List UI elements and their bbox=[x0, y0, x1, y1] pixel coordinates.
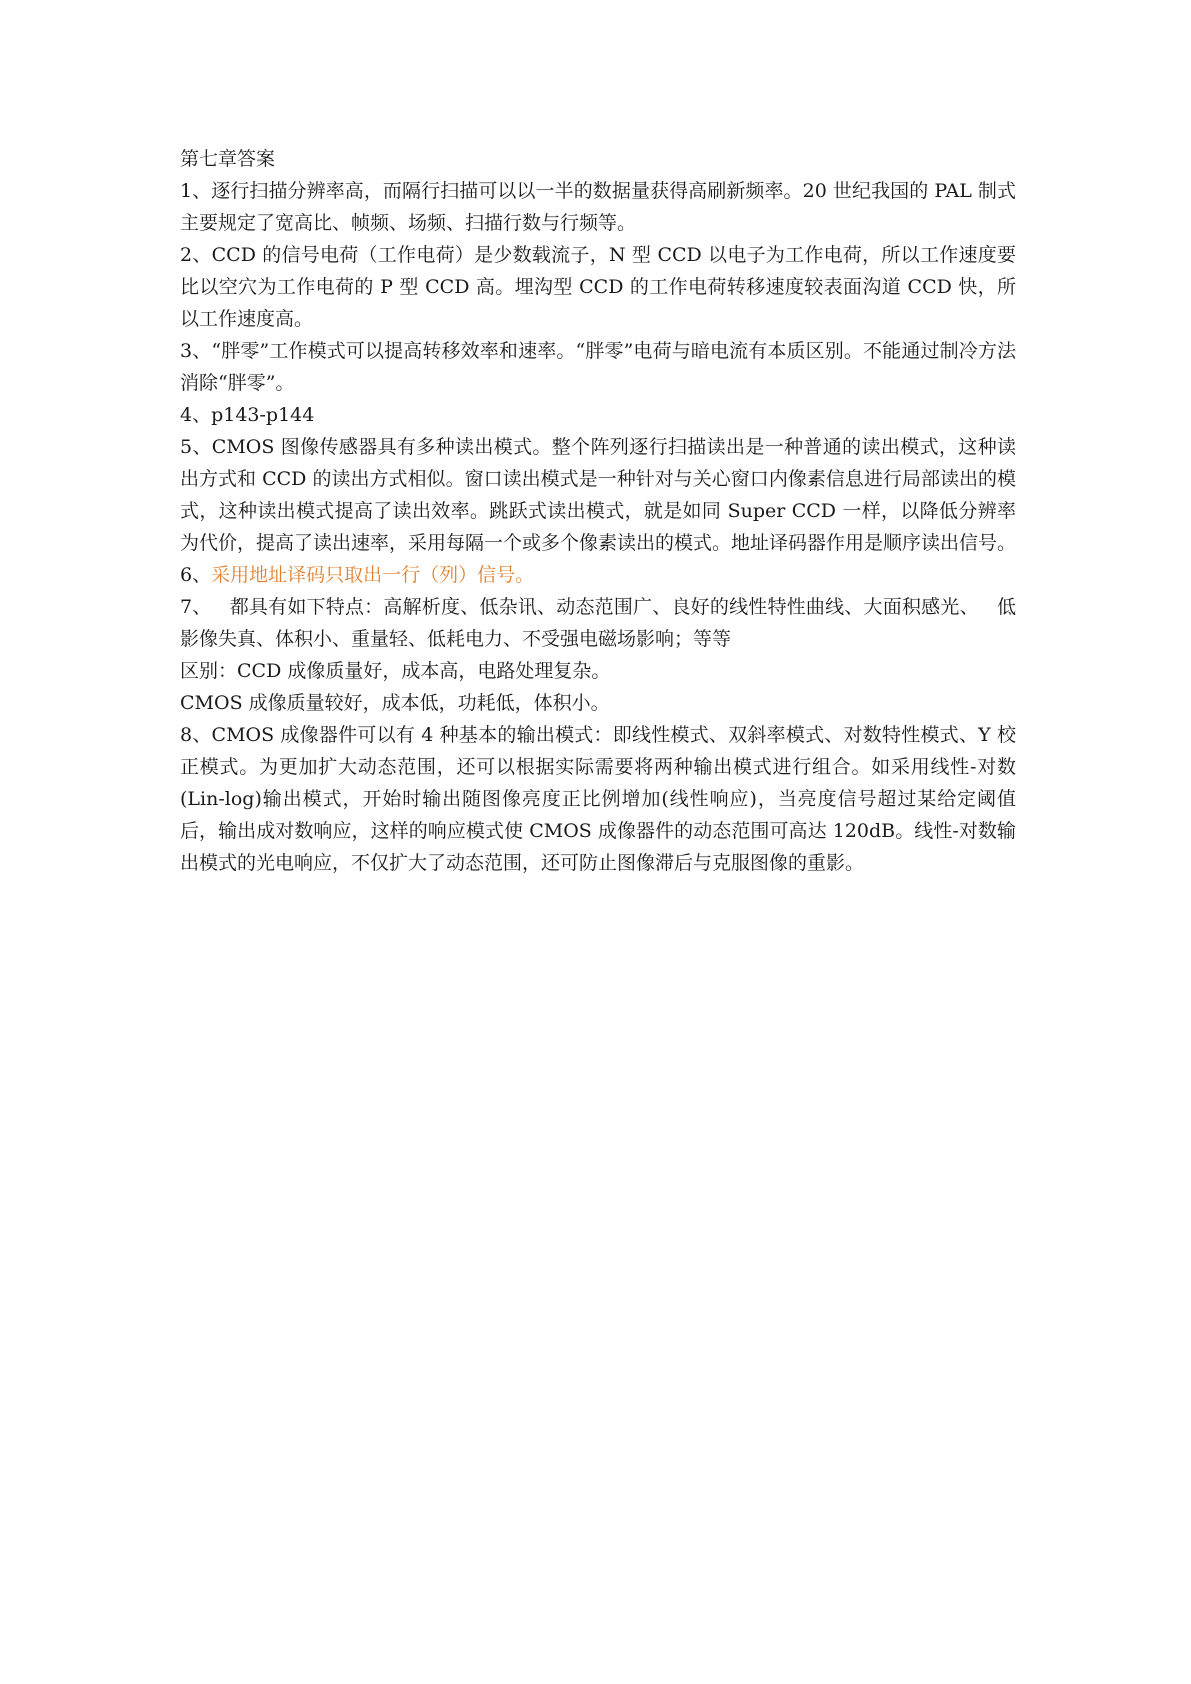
answer-3: 3、“胖零”工作模式可以提高转移效率和速率。“胖零”电荷与暗电流有本质区别。不能通过制冷方法消除“胖零”。 bbox=[180, 340, 1016, 394]
answer-1: 1、逐行扫描分辨率高，而隔行扫描可以以一半的数据量获得高刷新频率。20 世纪我国的 PAL 制式主要规定了宽高比、帧频、场频、扫描行数与行频等。 bbox=[180, 180, 1016, 234]
document-page bbox=[180, 143, 1016, 879]
answer-7-text: 都具有如下特点：高解析度、低杂讯、动态范围广、良好的线性特性曲线、大面积感光、 bbox=[229, 596, 979, 618]
answer-7-difference-ccd: 区别：CCD 成像质量好，成本高，电路处理复杂。 bbox=[180, 660, 611, 682]
answer-7-prefix: 7、 bbox=[180, 596, 212, 618]
answer-4: 4、p143-p144 bbox=[180, 404, 315, 426]
answer-7-difference-cmos: CMOS 成像质量较好，成本低，功耗低，体积小。 bbox=[180, 692, 610, 714]
answer-2: 2、CCD 的信号电荷（工作电荷）是少数载流子，N 型 CCD 以电子为工作电荷，所以工作速度要比以空穴为工作电荷的 P 型 CCD 高。埋沟型 CCD 的工作电荷转移速度较表面沟道 CCD 快，所以工作速度高。 bbox=[180, 244, 1016, 330]
answer-6-highlight: 采用地址译码只取出一行（列）信号。 bbox=[211, 564, 535, 586]
answer-7 bbox=[180, 591, 1016, 655]
chapter-title: 第七章答案 bbox=[180, 148, 276, 170]
answer-6 bbox=[180, 559, 1016, 591]
answer-6-prefix: 6、 bbox=[180, 564, 212, 586]
answer-5: 5、CMOS 图像传感器具有多种读出模式。整个阵列逐行扫描读出是一种普通的读出模式，这种读出方式和 CCD 的读出方式相似。窗口读出模式是一种针对与关心窗口内像素信息进行局部读出的模式，这种读出模式提高了读出效率。跳跃式读出模式，就是如同 Super CCD 一样，以降低分辨率为代价，提高了读出速率，采用每隔一个或多个像素读出的模式。地址译码器作用是顺序读出信号。 bbox=[180, 436, 1017, 554]
answer-8: 8、CMOS 成像器件可以有 4 种基本的输出模式：即线性模式、双斜率模式、对数特性模式、Y 校正模式。为更加扩大动态范围，还可以根据实际需要将两种输出模式进行组合。如采用线性-对数(Lin-log)输出模式，开始时输出随图像亮度正比例增加(线性响应)，当亮度信号超过某给定阈值后，输出成对数响应，这样的响应模式使 CMOS 成像器件的动态范围可高达 120dB。线性-对数输出模式的光电响应，不仅扩大了动态范围，还可防止图像滞后与克服图像的重影。 bbox=[180, 724, 1016, 874]
answer-7-text2: 低影像失真、体积小、重量轻、低耗电力、不受强电磁场影响；等等 bbox=[180, 596, 1016, 650]
